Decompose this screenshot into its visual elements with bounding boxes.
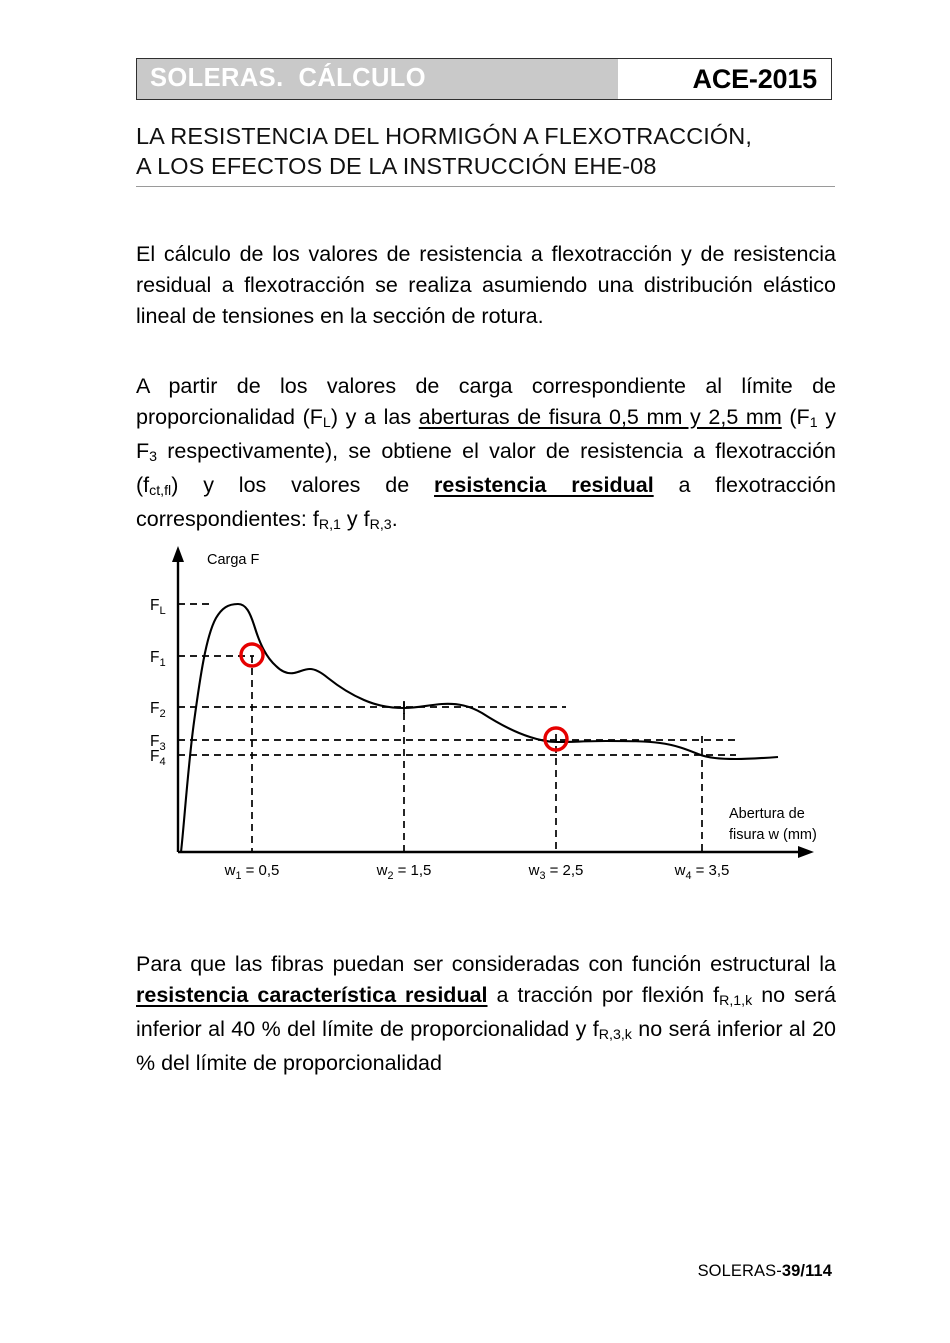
chart-y-axis	[172, 546, 184, 852]
paragraph-intro-text: El cálculo de los valores de resistencia a flexotracción y de resistencia residual a flexotracción se realiza asumiendo una distribución elástico lineal de tensiones en la sección de rotura.	[136, 241, 836, 328]
chart-markers	[241, 644, 567, 750]
page-footer	[698, 1262, 832, 1281]
header-document-code: ACE-2015	[692, 63, 817, 94]
p2-sub-3: 3	[149, 449, 158, 466]
p2-seg-7: a flexotracción correspondientes: f	[136, 472, 836, 531]
p3-seg-1: Para que las fibras puedan ser consideradas con función estructural la	[136, 951, 836, 976]
p3-seg-4: no será inferior al 20 % del límite de proporcionalidad	[136, 1016, 836, 1075]
paragraph-definitions	[136, 371, 836, 538]
paragraph-requirements	[136, 949, 836, 1079]
p2-seg-9: .	[391, 506, 398, 531]
footer-prefix: SOLERAS-	[697, 1262, 782, 1280]
p2-seg-5: respectivamente), se obtiene el valor de resistencia a flexotracción (f	[136, 438, 836, 497]
footer-page-number: 39/114	[781, 1262, 832, 1280]
y-axis-arrow-icon	[172, 546, 184, 562]
paragraph-intro	[136, 239, 836, 332]
p2-seg-2: ) y a las	[330, 404, 419, 429]
p2-seg-3: (F	[781, 404, 810, 429]
p2-seg-6: ) y los valores de	[171, 472, 435, 497]
title-divider	[136, 186, 835, 187]
p2-seg-8: y f	[340, 506, 370, 531]
chart-x-axis-title-line2: fisura w (mm)	[729, 827, 817, 843]
chart-curve-load-vs-crack-width	[181, 604, 778, 852]
p2-sub-R1: R,1	[318, 517, 341, 534]
p3-sub-R1k: R,1,k	[719, 993, 753, 1010]
page-title	[136, 121, 836, 181]
p2-seg-4: y F	[136, 404, 836, 463]
chart-svg	[136, 536, 836, 886]
p2-bold-residual-strength: resistencia residual	[434, 472, 654, 497]
p3-seg-2: a tracción por flexión f	[487, 982, 720, 1007]
chart-x-tick-labels	[224, 862, 730, 882]
header-section-box	[137, 59, 618, 99]
p2-underlined-crack-widths: aberturas de fisura 0,5 mm y 2,5 mm	[418, 404, 782, 429]
y-tick-label-F2: $F_2$	[150, 700, 166, 720]
page-title-line-1: LA RESISTENCIA DEL HORMIGÓN A FLEXOTRACCIÓN,	[136, 123, 752, 149]
p2-sub-ctfl: ct,fl	[149, 483, 172, 500]
page-header-bar	[136, 58, 832, 100]
y-tick-label-F4: $F_4$	[150, 748, 166, 768]
p2-seg-1: A partir de los valores de carga correspondiente al límite de proporcionalidad (F	[136, 373, 836, 429]
p2-sub-1: 1	[809, 415, 818, 432]
chart-x-axis-title-line1: Abertura de	[729, 806, 805, 822]
y-tick-label-F3: $F_3$	[150, 733, 166, 753]
p3-bold-characteristic-residual-strength: resistencia característica residual	[136, 982, 488, 1007]
chart-level-lines	[178, 604, 736, 755]
chart-y-tick-labels	[150, 597, 166, 768]
x-axis-arrow-icon	[798, 846, 814, 858]
p2-sub-R3: R,3	[369, 517, 392, 534]
p2-sub-L: L	[322, 415, 331, 432]
x-tick-label-w3: $w_3 = 2,5$	[528, 862, 584, 882]
y-tick-label-FL: $F_L$	[150, 597, 166, 617]
x-tick-label-w1: $w_1 = 0,5$	[224, 862, 280, 882]
x-tick-label-w2: $w_2 = 1,5$	[376, 862, 432, 882]
header-code-box	[618, 59, 831, 99]
p3-sub-R3k: R,3,k	[598, 1027, 632, 1044]
chart-y-axis-title: Carga F	[207, 552, 260, 568]
load-crack-width-chart	[136, 536, 836, 886]
header-section-title: SOLERAS. CÁLCULO	[150, 64, 426, 93]
p3-seg-3: no será inferior al 40 % del límite de proporcionalidad y f	[136, 982, 836, 1041]
x-tick-label-w4: $w_4 = 3,5$	[674, 862, 730, 882]
page-title-line-2: A LOS EFECTOS DE LA INSTRUCCIÓN EHE-08	[136, 153, 657, 179]
chart-crack-width-lines	[252, 656, 702, 852]
y-tick-label-F1: $F_1$	[150, 649, 166, 669]
chart-x-axis	[178, 846, 814, 858]
